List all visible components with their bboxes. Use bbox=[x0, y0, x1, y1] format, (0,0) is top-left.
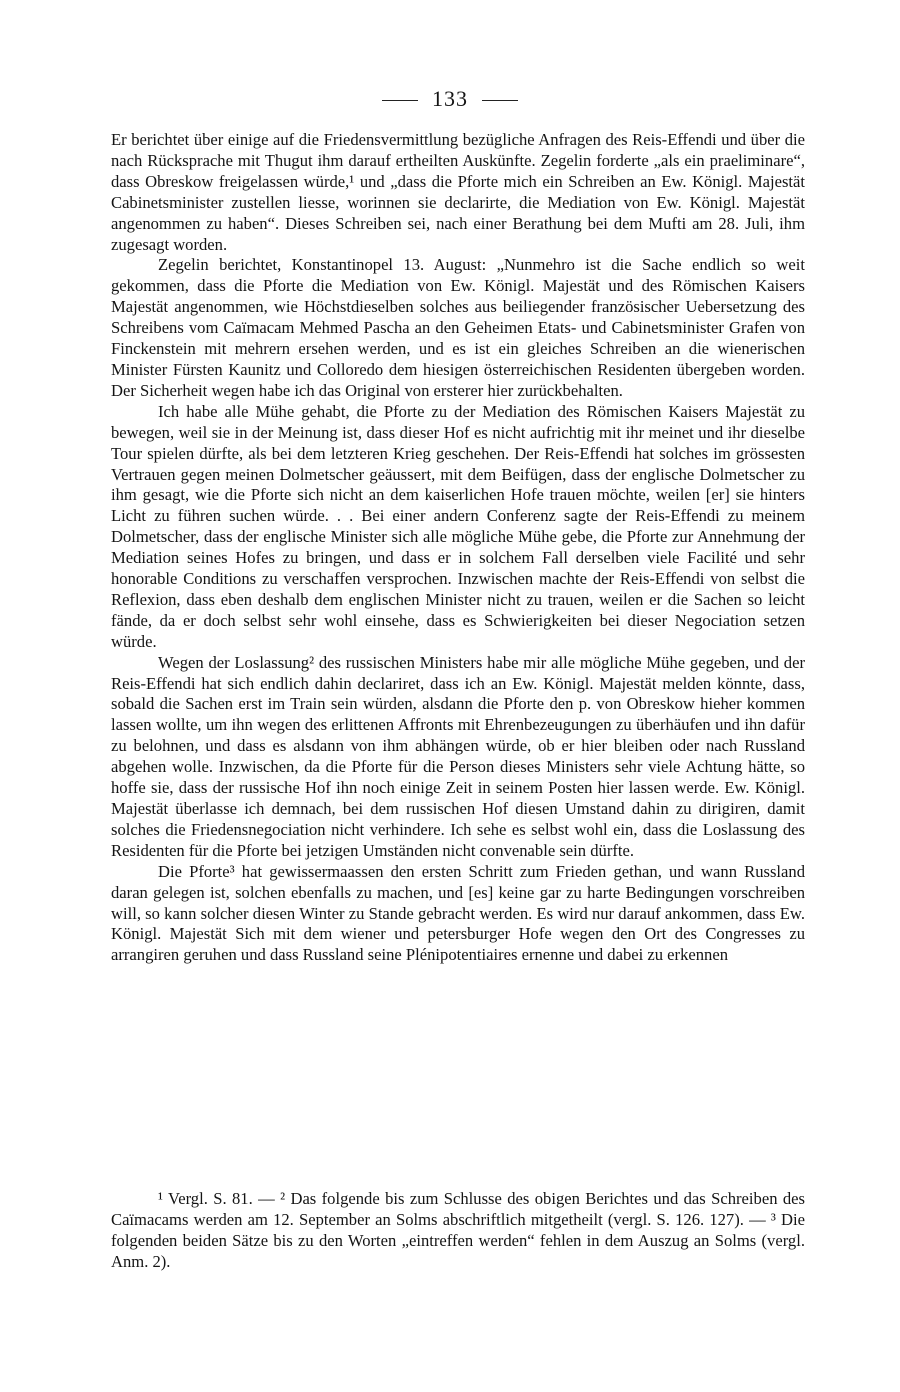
paragraph-3: Ich habe alle Mühe gehabt, die Pforte zu der Mediation des Römischen Kaisers Majestät zu bewegen, weil sie in der Meinung ist, dass dieser Hof es nicht aufrichtig mit ihr meinet und ihr dieselbe Tour spielen dürfte, als bei dem letzteren Krieg geschehen. Der Reis-Effendi hat solches im grössesten Vertrauen gegen meinen Dolmetscher geäussert, mit dem Beifügen, dass der englische Dolmetscher zu ihm gesagt, wie die Pforte sich nicht an dem kaiserlichen Hofe trauen möchte, weilen [er] sie hinters Licht zu führen suchen würde. . . Bei einer andern Conferenz sagte der Reis-Effendi zu meinem Dolmetscher, dass der englische Minister sich alle mögliche Mühe gebe, die Pforte zur Annehmung der Mediation seines Hofes zu bringen, und dass er in solchem Fall derselben viele Facilité und sehr honorable Conditions zu verschaffen versprochen. Inzwischen machte der Reis-Effendi von selbst die Reflexion, dass eben deshalb dem englischen Minister nicht zu trauen, weilen er die Sachen so leicht fände, da er doch selbst sehr wohl einsehe, dass es Schwierigkeiten bei dieser Negociation setzen würde. bbox=[111, 401, 805, 651]
page-header bbox=[0, 86, 900, 112]
paragraph-5: Die Pforte³ hat gewissermaassen den ersten Schritt zum Frieden gethan, und wann Russland daran gelegen ist, solchen ebenfalls zu machen, und [es] keine gar zu harte Bedingungen vorschreiben will, so kann solcher diesen Winter zu Stande gebracht werden. Es wird nur darauf ankommen, dass Ew. Königl. Majestät Sich mit dem wiener und petersburger Hofe wegen den Ort des Congresses zu arrangiren geruhen und dass Russland seine Plénipotentiaires ernenne und dabei zu erkennen bbox=[111, 861, 805, 965]
paragraph-4: Wegen der Loslassung² des russischen Ministers habe mir alle mögliche Mühe gegeben, und der Reis-Effendi hat sich endlich dahin declariret, dass ich an Ew. Königl. Majestät melden könnte, dass, sobald die Sachen erst im Train sein würden, alsdann die Pforte den p. von Obreskow hieher kommen lassen wollte, um ihn wegen des erlittenen Affronts mit Ehrenbezeugungen zu überhäufen und ihn dafür zu belohnen, und dass es alsdann von ihm abhängen würde, ob er hier bleiben oder nach Russland abgehen wolle. Inzwischen, da die Pforte für die Person dieses Ministers sehr viele Achtung hätte, so hoffe sie, dass der russische Hof ihn noch einige Zeit in seinem Posten hier lassen werde. Ew. Königl. Majestät überlasse ich demnach, bei dem russischen Hof diesen Umstand dahin zu dirigiren, damit solches die Friedensnegociation nicht verhindere. Ich sehe es selbst wohl ein, dass die Loslassung des Residenten für die Pforte bei jetzigen Umständen nicht convenable sein dürfte. bbox=[111, 652, 805, 860]
page-number: 133 bbox=[432, 86, 468, 111]
header-rule-left bbox=[382, 100, 418, 101]
footnote-text: ¹ Vergl. S. 81. — ² Das folgende bis zum Schlusse des obigen Berichtes und das Schreiben des Caïmacams werden am 12. September an Solms abschriftlich mitgetheilt (vergl. S. 126. 127). — ³ Die folgenden beiden Sätze bis zu den Worten „eintreffen werden“ fehlen in dem Auszug an Solms (vergl. Anm. 2). bbox=[111, 1189, 805, 1271]
header-rule-right bbox=[482, 100, 518, 101]
main-text bbox=[111, 130, 805, 966]
paragraph-2: Zegelin berichtet, Konstantinopel 13. August: „Nunmehro ist die Sache endlich so weit gekommen, dass die Pforte die Mediation von Ew. Königl. Majestät und des Römischen Kaisers Majestät angenommen, wie Höchstdieselben solches aus beiliegender französischer Uebersetzung des Schreibens vom Caïmacam Mehmed Pascha an den Geheimen Etats- und Cabinetsminister Grafen von Finckenstein mit mehrern ersehen werden, und es ist ein gleiches Schreiben an die wienerischen Minister Fürsten Kaunitz und Colloredo dem hiesigen österreichischen Residenten übergeben worden. Der Sicherheit wegen habe ich das Original von ersterer hier zurückbehalten. bbox=[111, 255, 805, 400]
paragraph-1: Er berichtet über einige auf die Friedensvermittlung bezügliche Anfragen des Reis-Effendi und über die nach Rücksprache mit Thugut ihm darauf ertheilten Auskünfte. Zegelin forderte „als ein praeliminare“, dass Obreskow freigelassen würde,¹ und „dass die Pforte mich ein Schreiben an Ew. Königl. Majestät Cabinetsminister zustellen liesse, worinnen sie declarirte, die Mediation von Ew. Königl. Majestät angenommen zu haben“. Dieses Schreiben sei, nach einer Berathung bei dem Mufti am 28. Juli, ihm zugesagt worden. bbox=[111, 130, 805, 254]
footnotes bbox=[111, 1188, 805, 1272]
